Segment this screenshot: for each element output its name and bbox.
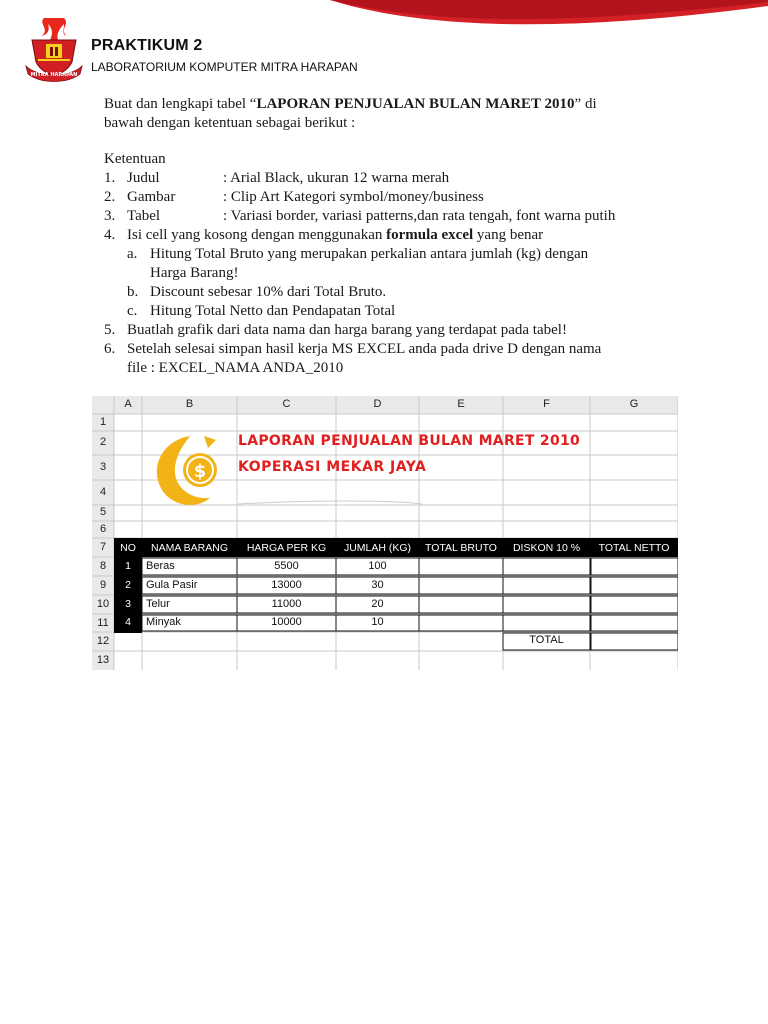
ketentuan-sub-a-cont: Harga Barang! <box>150 265 239 281</box>
row-header-3: 3 <box>99 461 107 473</box>
school-logo <box>24 14 84 86</box>
logo-text: MITRA HARAPAN <box>30 72 78 78</box>
row-header-4: 4 <box>99 486 107 498</box>
ketentuan-sub-c: c. Hitung Total Netto dan Pendapatan Total <box>127 303 396 319</box>
svg-text:$: $ <box>193 461 207 482</box>
ketentuan-sub-b: b. Discount sebesar 10% dari Total Bruto. <box>127 284 387 300</box>
instructions-text <box>104 95 664 378</box>
header-title: PRAKTIKUM 2 <box>91 37 203 54</box>
ketentuan-heading: Ketentuan <box>104 151 166 167</box>
ketentuan-item-6: 6. Setelah selesai simpan hasil kerja MS EXCEL anda pada drive D dengan nama <box>104 341 602 357</box>
dollar-clipart-icon <box>157 436 217 505</box>
row-header-6: 6 <box>99 523 107 535</box>
column-header-d: D <box>373 398 382 410</box>
table-cell-no: 4 <box>125 616 131 628</box>
table-cell-jumlah: 100 <box>368 560 387 572</box>
ketentuan-item-4: 4. Isi cell yang kosong dengan menggunakan formula excel yang benar <box>104 227 544 243</box>
table-cell-nama: Minyak <box>146 616 181 628</box>
row-header-7: 7 <box>99 541 107 553</box>
table-cell-jumlah: 30 <box>371 579 384 591</box>
row-header-1: 1 <box>99 416 107 428</box>
intro-bold-title: LAPORAN PENJUALAN BULAN MARET 2010 <box>256 96 575 112</box>
column-header-g: G <box>629 398 639 410</box>
ketentuan-item-6-cont: file : EXCEL_NAMA ANDA_2010 <box>127 360 344 376</box>
ketentuan-item-3: 3. Tabel : Variasi border, variasi patterns,dan rata tengah, font warna putih <box>104 208 616 224</box>
table-cell-no: 1 <box>125 560 131 572</box>
table-cell-no: 2 <box>125 579 131 591</box>
table-cell-nama: Telur <box>146 598 170 610</box>
row-header-9: 9 <box>99 579 107 591</box>
intro-line-2: bawah dengan ketentuan sebagai berikut : <box>104 115 356 131</box>
table-cell-harga: 11000 <box>271 598 302 610</box>
column-header-b: B <box>185 398 194 410</box>
sheet-banner-title: LAPORAN PENJUALAN BULAN MARET 2010 <box>238 433 581 449</box>
column-header-a: A <box>124 398 132 410</box>
column-header-f: F <box>543 398 550 410</box>
intro-line-1: Buat dan lengkapi tabel “LAPORAN PENJUALAN BULAN MARET 2010” di <box>104 96 597 112</box>
table-cell-jumlah: 10 <box>371 616 384 628</box>
table-header-total-bruto: TOTAL BRUTO <box>425 542 497 554</box>
table-header-nama: NAMA BARANG <box>150 542 229 554</box>
sheet-banner-subtitle: KOPERASI MEKAR JAYA <box>238 459 427 475</box>
ketentuan-item-1: 1. Judul : Arial Black, ukuran 12 warna merah <box>104 170 450 186</box>
table-header-no: NO <box>120 542 136 554</box>
ketentuan-item-2: 2. Gambar : Clip Art Kategori symbol/money/business <box>104 189 484 205</box>
table-header-total-netto: TOTAL NETTO <box>598 542 670 554</box>
table-total-label: TOTAL <box>529 634 564 646</box>
table-cell-nama: Beras <box>146 560 175 572</box>
row-header-2: 2 <box>99 436 107 448</box>
table-cell-harga: 5500 <box>274 560 299 572</box>
table-header-diskon: DISKON 10 % <box>512 542 581 554</box>
table-cell-nama: Gula Pasir <box>146 579 198 591</box>
column-header-c: C <box>282 398 291 410</box>
row-header-5: 5 <box>99 506 107 518</box>
row-header-11: 11 <box>97 617 109 629</box>
ketentuan-sub-a: a. Hitung Total Bruto yang merupakan perkalian antara jumlah (kg) dengan <box>127 246 589 262</box>
ketentuan-item-5: 5. Buatlah grafik dari data nama dan harga barang yang terdapat pada tabel! <box>104 322 567 338</box>
spreadsheet-image <box>92 396 678 670</box>
row-header-10: 10 <box>96 598 110 610</box>
row-header-8: 8 <box>99 560 107 572</box>
row-header-13: 13 <box>96 654 110 666</box>
column-header-e: E <box>457 398 465 410</box>
row-header-12: 12 <box>96 635 110 647</box>
table-cell-harga: 13000 <box>271 579 302 591</box>
table-cell-jumlah: 20 <box>371 598 384 610</box>
header-subtitle: LABORATORIUM KOMPUTER MITRA HARAPAN <box>91 60 358 74</box>
table-header-jumlah: JUMLAH (KG) <box>343 542 412 554</box>
table-cell-no: 3 <box>125 598 131 610</box>
table-header-harga: HARGA PER KG <box>246 542 327 554</box>
table-cell-harga: 10000 <box>271 616 302 628</box>
